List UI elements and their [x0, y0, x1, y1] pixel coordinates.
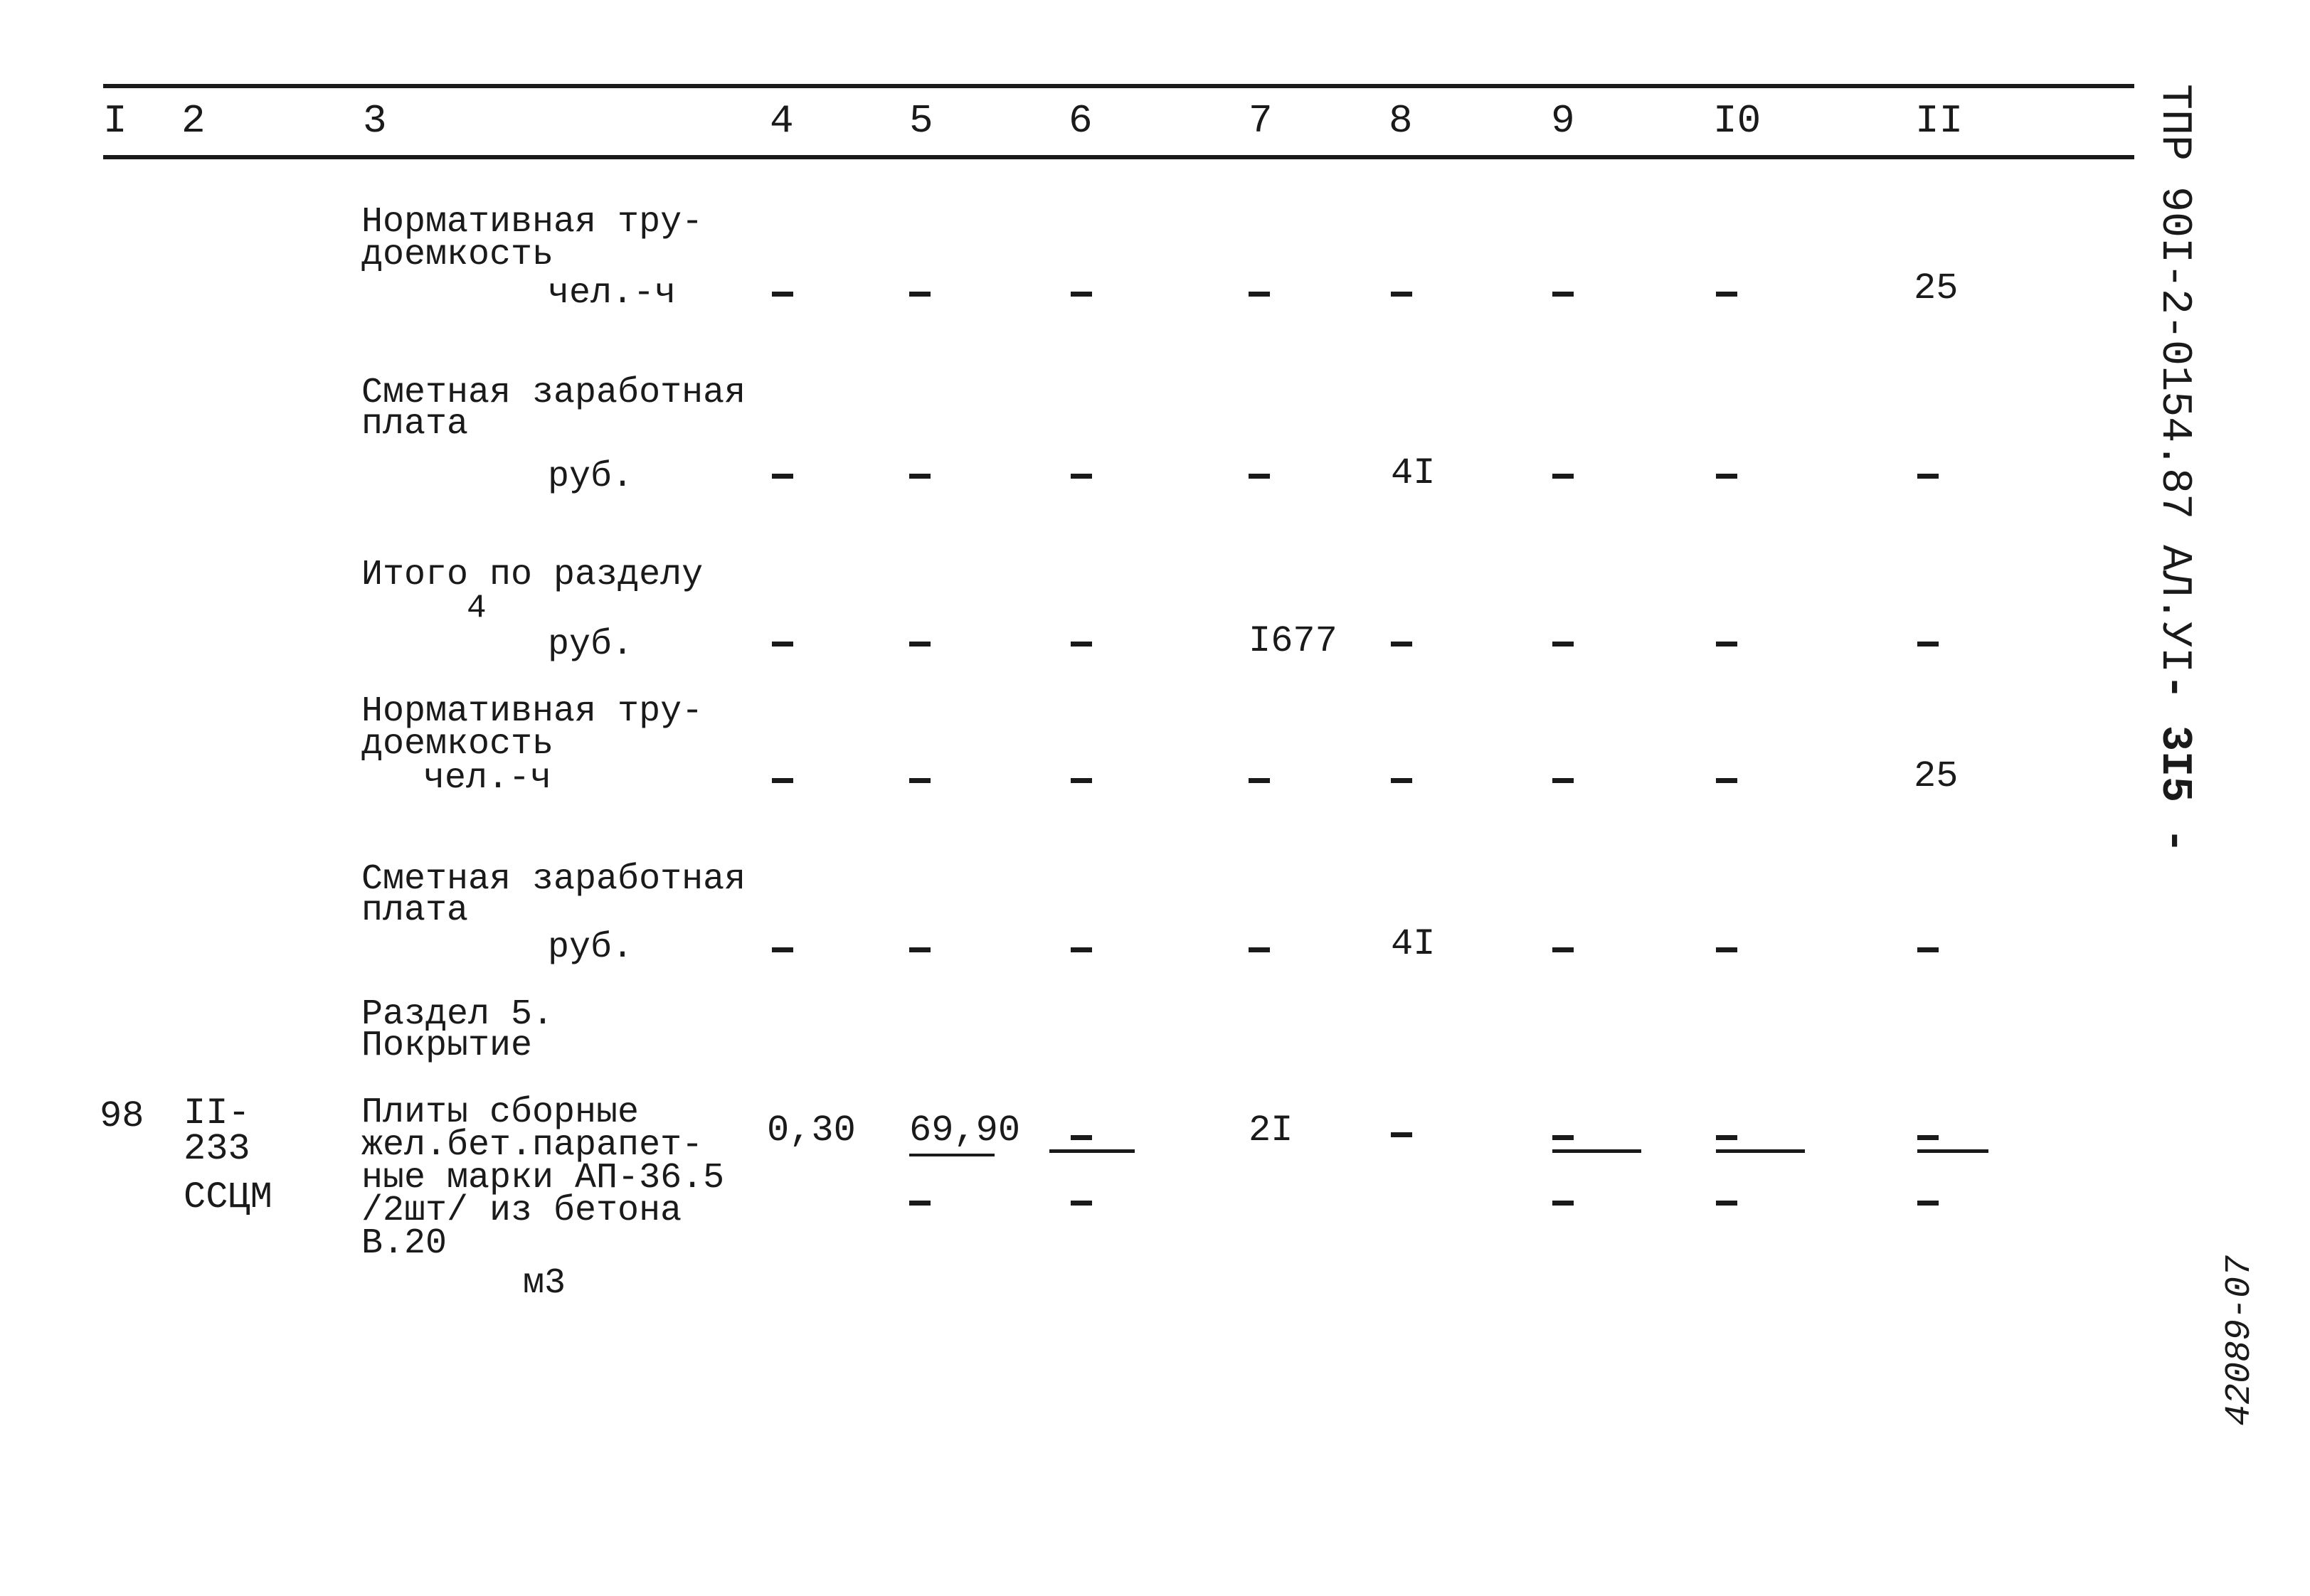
dash	[1716, 778, 1737, 783]
dash	[909, 292, 931, 297]
row-subscript: 4	[467, 590, 487, 627]
dash	[909, 778, 931, 783]
dash	[772, 778, 793, 783]
row-label: Сметная заработная	[361, 373, 746, 413]
row-label: Итого по разделу	[361, 555, 704, 595]
dash	[1552, 778, 1574, 783]
dash	[1917, 474, 1939, 479]
dash	[1071, 1135, 1092, 1140]
dash	[1552, 1201, 1574, 1206]
dash	[1716, 947, 1737, 952]
header-rule	[103, 155, 2134, 159]
dash	[1716, 474, 1737, 479]
dash	[772, 947, 793, 952]
dash	[1391, 642, 1412, 647]
dash	[1249, 947, 1270, 952]
dash	[1071, 474, 1092, 479]
item-description: ные марки АП-36.5	[361, 1158, 725, 1198]
dash	[1716, 1135, 1737, 1140]
dash	[1249, 292, 1270, 297]
row-unit: чел.-ч	[423, 758, 552, 799]
dash	[1716, 642, 1737, 647]
cell-value: 25	[1914, 267, 1959, 309]
col-header-5: 5	[909, 98, 933, 144]
section-subtitle: Покрытие	[361, 1026, 533, 1066]
archive-code: 42089-07	[2220, 1255, 2260, 1426]
col9-underline	[1552, 1149, 1641, 1153]
dash	[1249, 778, 1270, 783]
dash	[772, 474, 793, 479]
col5-underline	[909, 1154, 995, 1156]
row-label: Нормативная тру-	[361, 202, 704, 243]
item-code: ССЦМ	[184, 1176, 272, 1218]
dash	[909, 947, 931, 952]
dash	[772, 292, 793, 297]
dash	[909, 1201, 931, 1206]
dash	[1391, 292, 1412, 297]
dash	[1391, 778, 1412, 783]
dash	[1552, 1135, 1574, 1140]
col-header-9: 9	[1551, 98, 1575, 144]
col-header-8: 8	[1389, 98, 1413, 144]
cell-value: 25	[1914, 755, 1959, 797]
dash	[1552, 474, 1574, 479]
col-header-2: 2	[181, 98, 206, 144]
cell-value: 4I	[1391, 452, 1436, 494]
top-rule	[103, 84, 2134, 88]
col10-underline	[1716, 1149, 1805, 1153]
dash	[1071, 947, 1092, 952]
row-label: плата	[361, 404, 469, 445]
col11-underline	[1917, 1149, 1988, 1153]
item-col7: 2I	[1249, 1110, 1293, 1151]
item-col4: 0,30	[767, 1110, 856, 1151]
item-description: /2шт/ из бетона	[361, 1191, 682, 1231]
col-header-3: 3	[363, 98, 387, 144]
item-unit: м3	[523, 1263, 566, 1304]
page-number: - 3I5 -	[2150, 674, 2198, 854]
dash	[909, 642, 931, 647]
cell-value: 4I	[1391, 923, 1436, 965]
row-unit: руб.	[548, 927, 634, 968]
dash	[909, 474, 931, 479]
col-header-7: 7	[1249, 98, 1273, 144]
item-description: Плиты сборные	[361, 1092, 640, 1133]
row-label: доемкость	[361, 724, 554, 765]
cell-value: I677	[1249, 620, 1337, 662]
row-unit: руб.	[548, 457, 634, 497]
dash	[1917, 1135, 1939, 1140]
col-header-6: 6	[1069, 98, 1093, 144]
dash	[1716, 292, 1737, 297]
dash	[1552, 642, 1574, 647]
dash	[772, 642, 793, 647]
item-description: В.20	[361, 1223, 447, 1264]
dash	[1917, 642, 1939, 647]
col-header-11: II	[1915, 98, 1964, 144]
dash	[1071, 292, 1092, 297]
col-header-1: I	[103, 98, 127, 144]
dash	[1249, 474, 1270, 479]
dash	[1391, 1132, 1412, 1137]
row-label: Сметная заработная	[361, 859, 746, 900]
item-code: II-	[184, 1092, 250, 1134]
dash	[1552, 947, 1574, 952]
dash	[1071, 1201, 1092, 1206]
item-col5: 69,90	[909, 1110, 1021, 1151]
row-unit: руб.	[548, 624, 634, 665]
dash	[1552, 292, 1574, 297]
item-description: жел.бет.парапет-	[361, 1125, 704, 1166]
item-code: 233	[184, 1128, 250, 1170]
dash	[1917, 1201, 1939, 1206]
col6-underline	[1049, 1149, 1135, 1153]
document-reference: ТПР 90I-2-0154.87 АЛ.УI	[2150, 84, 2198, 674]
item-number: 98	[100, 1095, 144, 1137]
row-label: Нормативная тру-	[361, 691, 704, 732]
dash	[1071, 642, 1092, 647]
row-label: доемкость	[361, 235, 554, 275]
dash	[1917, 947, 1939, 952]
row-unit: чел.-ч	[548, 273, 677, 314]
row-label: плата	[361, 890, 469, 931]
col-header-4: 4	[770, 98, 794, 144]
col-header-10: I0	[1713, 98, 1761, 144]
dash	[1071, 778, 1092, 783]
dash	[1716, 1201, 1737, 1206]
section-title: Раздел 5.	[361, 994, 554, 1035]
